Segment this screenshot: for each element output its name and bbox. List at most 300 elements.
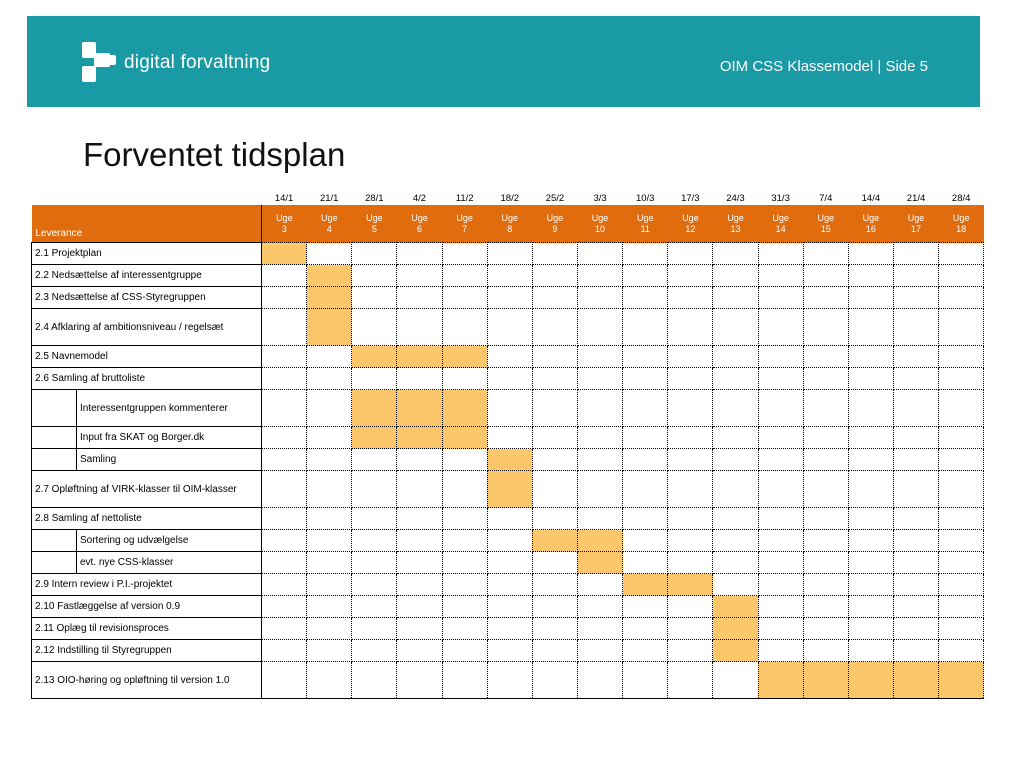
schedule-cell: [803, 243, 848, 265]
task-row: [32, 390, 984, 427]
schedule-cell: [623, 596, 668, 618]
schedule-cell: [668, 596, 713, 618]
week-header: [352, 205, 397, 243]
task-row: [32, 471, 984, 508]
schedule-cell: [442, 368, 487, 390]
schedule-cell: [442, 287, 487, 309]
task-row: [32, 618, 984, 640]
schedule-cell: [758, 508, 803, 530]
week-header: [442, 205, 487, 243]
schedule-cell: [442, 471, 487, 508]
schedule-cell: [893, 449, 938, 471]
schedule-cell: [939, 552, 984, 574]
date-row-spacer: [32, 191, 262, 205]
task-label: 2.8 Samling af nettoliste: [32, 508, 262, 530]
schedule-cell: [803, 508, 848, 530]
schedule-cell: [893, 243, 938, 265]
schedule-cell: [307, 662, 352, 699]
schedule-cell: [262, 471, 307, 508]
schedule-cell: [442, 618, 487, 640]
schedule-cell: [577, 427, 622, 449]
schedule-cell: [803, 552, 848, 574]
schedule-cell: [668, 427, 713, 449]
schedule-cell: [487, 640, 532, 662]
week-header-label: Uge: [320, 212, 338, 223]
week-header-number: 7: [462, 223, 468, 234]
schedule-cell: [623, 346, 668, 368]
task-label: 2.4 Afklaring af ambitionsniveau / regelsæt: [32, 309, 262, 346]
schedule-cell: [397, 574, 442, 596]
schedule-cell: [893, 265, 938, 287]
week-header: [397, 205, 442, 243]
schedule-cell: [442, 640, 487, 662]
slide-info: OIM CSS Klassemodel | Side 5: [719, 58, 928, 75]
schedule-cell: [487, 265, 532, 287]
schedule-bar-cell: [848, 662, 893, 699]
schedule-cell: [307, 346, 352, 368]
schedule-cell: [803, 596, 848, 618]
schedule-cell: [803, 368, 848, 390]
schedule-cell: [758, 265, 803, 287]
week-header: [623, 205, 668, 243]
schedule-cell: [577, 368, 622, 390]
week-header-label: Uge: [772, 212, 789, 223]
schedule-cell: [397, 309, 442, 346]
week-header-label: Uge: [366, 212, 383, 223]
schedule-cell: [623, 449, 668, 471]
schedule-bar-cell: [442, 390, 487, 427]
schedule-cell: [893, 427, 938, 449]
schedule-cell: [623, 618, 668, 640]
schedule-cell: [848, 265, 893, 287]
schedule-cell: [307, 390, 352, 427]
schedule-cell: [893, 471, 938, 508]
schedule-cell: [713, 552, 758, 574]
schedule-cell: [713, 390, 758, 427]
schedule-cell: [713, 265, 758, 287]
task-row: [32, 368, 984, 390]
schedule-cell: [758, 618, 803, 640]
schedule-cell: [939, 309, 984, 346]
schedule-cell: [397, 596, 442, 618]
week-header-label: Uge: [456, 212, 473, 223]
schedule-cell: [668, 530, 713, 552]
schedule-cell: [262, 265, 307, 287]
task-row: [32, 552, 984, 574]
week-header-row: [32, 205, 984, 243]
schedule-cell: [939, 471, 984, 508]
schedule-cell: [668, 346, 713, 368]
week-header: [758, 205, 803, 243]
subtask-label: evt. nye CSS-klasser: [77, 552, 262, 574]
schedule-cell: [713, 368, 758, 390]
date-label: 4/2: [412, 192, 427, 204]
schedule-cell: [848, 390, 893, 427]
schedule-cell: [352, 618, 397, 640]
schedule-cell: [803, 640, 848, 662]
schedule-cell: [307, 243, 352, 265]
schedule-cell: [939, 427, 984, 449]
schedule-cell: [713, 427, 758, 449]
schedule-cell: [442, 574, 487, 596]
schedule-bar-cell: [668, 574, 713, 596]
week-header-label: Uge: [727, 212, 744, 223]
schedule-cell: [758, 427, 803, 449]
schedule-cell: [442, 265, 487, 287]
schedule-cell: [532, 640, 577, 662]
schedule-cell: [713, 449, 758, 471]
week-header: [939, 205, 984, 243]
task-label: 2.12 Indstilling til Styregruppen: [32, 640, 262, 662]
schedule-cell: [397, 265, 442, 287]
schedule-cell: [939, 346, 984, 368]
schedule-cell: [397, 640, 442, 662]
schedule-bar-cell: [487, 471, 532, 508]
schedule-cell: [397, 368, 442, 390]
schedule-cell: [397, 449, 442, 471]
schedule-bar-cell: [442, 427, 487, 449]
schedule-cell: [713, 508, 758, 530]
task-label: 2.1 Projektplan: [32, 243, 262, 265]
schedule-cell: [442, 662, 487, 699]
schedule-cell: [893, 618, 938, 640]
schedule-cell: [803, 265, 848, 287]
schedule-cell: [307, 471, 352, 508]
schedule-cell: [532, 390, 577, 427]
task-indent-cell: [32, 449, 77, 471]
week-header: [577, 205, 622, 243]
schedule-cell: [442, 596, 487, 618]
schedule-table: [31, 191, 984, 699]
schedule-cell: [532, 265, 577, 287]
schedule-cell: [352, 574, 397, 596]
schedule-cell: [397, 508, 442, 530]
schedule-cell: [713, 287, 758, 309]
week-header-number: 11: [640, 223, 650, 234]
schedule-cell: [577, 346, 622, 368]
schedule-cell: [577, 265, 622, 287]
schedule-cell: [939, 640, 984, 662]
schedule-cell: [262, 427, 307, 449]
schedule-cell: [803, 427, 848, 449]
week-header-number: 6: [416, 223, 422, 234]
task-row: [32, 640, 984, 662]
schedule-bar-cell: [893, 662, 938, 699]
schedule-cell: [758, 287, 803, 309]
week-header-label: Uge: [907, 212, 925, 223]
page-title: Forventet tidsplan: [83, 136, 346, 173]
week-header-label: Uge: [636, 212, 654, 223]
schedule-cell: [668, 449, 713, 471]
schedule-cell: [713, 309, 758, 346]
schedule-cell: [532, 508, 577, 530]
schedule-cell: [352, 552, 397, 574]
schedule-cell: [848, 287, 893, 309]
schedule-cell: [893, 640, 938, 662]
week-header-label: Uge: [546, 212, 564, 223]
date-label: 17/3: [681, 192, 700, 204]
schedule-cell: [803, 574, 848, 596]
schedule-cell: [939, 530, 984, 552]
schedule-cell: [352, 309, 397, 346]
week-header-number: 18: [956, 223, 967, 234]
week-header-label: Uge: [411, 212, 428, 223]
schedule-cell: [442, 530, 487, 552]
schedule-cell: [848, 618, 893, 640]
schedule-cell: [803, 346, 848, 368]
schedule-cell: [487, 346, 532, 368]
schedule-cell: [803, 449, 848, 471]
schedule-cell: [262, 309, 307, 346]
week-header-number: 17: [911, 223, 922, 234]
schedule-cell: [668, 662, 713, 699]
week-header-number: 5: [371, 223, 377, 234]
digital-forvaltning-logo-icon: [82, 42, 118, 82]
date-label: 7/4: [819, 192, 833, 204]
date-label: 21/4: [906, 192, 926, 204]
schedule-cell: [397, 662, 442, 699]
task-indent-cell: [32, 427, 77, 449]
schedule-bar-cell: [397, 390, 442, 427]
schedule-cell: [939, 243, 984, 265]
schedule-bar-cell: [939, 662, 984, 699]
schedule-cell: [352, 530, 397, 552]
schedule-cell: [487, 574, 532, 596]
schedule-cell: [262, 287, 307, 309]
schedule-cell: [893, 508, 938, 530]
task-row: [32, 287, 984, 309]
task-row: [32, 243, 984, 265]
schedule-cell: [397, 471, 442, 508]
task-row: [32, 265, 984, 287]
schedule-cell: [487, 427, 532, 449]
schedule-cell: [307, 530, 352, 552]
week-header-number: 9: [552, 223, 558, 234]
schedule-bar-cell: [803, 662, 848, 699]
schedule-cell: [713, 574, 758, 596]
schedule-cell: [487, 508, 532, 530]
week-header: [713, 205, 758, 243]
schedule-cell: [352, 640, 397, 662]
schedule-cell: [668, 471, 713, 508]
schedule-cell: [939, 449, 984, 471]
schedule-cell: [262, 574, 307, 596]
schedule-cell: [668, 265, 713, 287]
schedule-cell: [758, 390, 803, 427]
schedule-cell: [262, 449, 307, 471]
schedule-cell: [352, 243, 397, 265]
schedule-cell: [532, 662, 577, 699]
schedule-cell: [758, 243, 803, 265]
schedule-cell: [939, 287, 984, 309]
schedule-cell: [848, 427, 893, 449]
task-label: 2.11 Oplæg til revisionsproces: [32, 618, 262, 640]
schedule-bar-cell: [352, 346, 397, 368]
schedule-cell: [668, 309, 713, 346]
schedule-cell: [577, 640, 622, 662]
schedule-cell: [577, 287, 622, 309]
schedule-cell: [307, 596, 352, 618]
week-header: [893, 205, 938, 243]
subtask-label: Interessentgruppen kommenterer: [77, 390, 262, 427]
schedule-cell: [487, 309, 532, 346]
schedule-cell: [262, 508, 307, 530]
schedule-cell: [352, 471, 397, 508]
week-header-label: Uge: [591, 212, 609, 223]
schedule-cell: [623, 530, 668, 552]
week-header-number: 13: [730, 223, 741, 234]
schedule-cell: [352, 368, 397, 390]
schedule-cell: [848, 449, 893, 471]
schedule-bar-cell: [307, 265, 352, 287]
schedule-cell: [487, 662, 532, 699]
schedule-cell: [939, 368, 984, 390]
schedule-cell: [487, 368, 532, 390]
schedule-cell: [397, 530, 442, 552]
schedule-cell: [623, 390, 668, 427]
schedule-cell: [848, 243, 893, 265]
task-indent-cell: [32, 552, 77, 574]
schedule-cell: [758, 471, 803, 508]
schedule-cell: [623, 243, 668, 265]
schedule-bar-cell: [713, 618, 758, 640]
task-row: [32, 574, 984, 596]
schedule-cell: [848, 368, 893, 390]
week-header-number: 12: [685, 223, 696, 234]
schedule-cell: [262, 618, 307, 640]
schedule-cell: [307, 508, 352, 530]
schedule-bar-cell: [577, 530, 622, 552]
schedule-cell: [532, 618, 577, 640]
schedule-bar-cell: [487, 449, 532, 471]
task-row: [32, 449, 984, 471]
schedule-cell: [307, 427, 352, 449]
schedule-cell: [442, 243, 487, 265]
schedule-cell: [668, 508, 713, 530]
schedule-cell: [893, 552, 938, 574]
schedule-cell: [532, 449, 577, 471]
schedule-cell: [623, 640, 668, 662]
schedule-cell: [397, 243, 442, 265]
schedule-cell: [668, 618, 713, 640]
schedule-cell: [397, 287, 442, 309]
task-label: 2.10 Fastlæggelse af version 0.9: [32, 596, 262, 618]
task-label: 2.13 OIO-høring og opløftning til version 1.0: [32, 662, 262, 699]
schedule-cell: [307, 574, 352, 596]
week-header-number: 15: [820, 223, 831, 234]
schedule-cell: [803, 309, 848, 346]
schedule-cell: [939, 265, 984, 287]
schedule-cell: [668, 390, 713, 427]
logo-text: digital forvaltning: [124, 52, 271, 73]
week-header-label: Uge: [276, 212, 293, 223]
schedule-cell: [848, 596, 893, 618]
task-indent-cell: [32, 530, 77, 552]
task-row: [32, 596, 984, 618]
schedule-cell: [668, 243, 713, 265]
schedule-bar-cell: [623, 574, 668, 596]
schedule-cell: [668, 552, 713, 574]
schedule-cell: [262, 390, 307, 427]
schedule-cell: [487, 552, 532, 574]
week-header-number: 16: [865, 223, 876, 234]
task-row: [32, 662, 984, 699]
week-header: [262, 205, 307, 243]
schedule-bar-cell: [262, 243, 307, 265]
schedule-cell: [893, 596, 938, 618]
date-label: 14/4: [861, 192, 881, 204]
schedule-cell: [352, 596, 397, 618]
schedule-cell: [577, 309, 622, 346]
schedule-cell: [577, 508, 622, 530]
schedule-cell: [848, 346, 893, 368]
schedule-cell: [848, 530, 893, 552]
schedule-bar-cell: [532, 530, 577, 552]
schedule-cell: [668, 368, 713, 390]
schedule-cell: [848, 309, 893, 346]
schedule-cell: [352, 265, 397, 287]
schedule-cell: [893, 368, 938, 390]
schedule-bar-cell: [397, 346, 442, 368]
schedule-cell: [713, 530, 758, 552]
subtask-label: Samling: [77, 449, 262, 471]
schedule-cell: [803, 471, 848, 508]
schedule-cell: [307, 552, 352, 574]
schedule-cell: [939, 390, 984, 427]
schedule-cell: [577, 449, 622, 471]
schedule-cell: [803, 530, 848, 552]
schedule-cell: [262, 552, 307, 574]
schedule-cell: [758, 552, 803, 574]
schedule-cell: [848, 640, 893, 662]
task-label: 2.2 Nedsættelse af interessentgruppe: [32, 265, 262, 287]
schedule-cell: [623, 309, 668, 346]
schedule-cell: [623, 471, 668, 508]
schedule-cell: [803, 618, 848, 640]
week-header-label: Uge: [862, 212, 880, 223]
schedule-cell: [352, 508, 397, 530]
schedule-cell: [487, 596, 532, 618]
schedule-cell: [532, 574, 577, 596]
schedule-cell: [668, 640, 713, 662]
schedule-cell: [577, 574, 622, 596]
week-header-label: Uge: [817, 212, 835, 223]
schedule-cell: [532, 552, 577, 574]
schedule-cell: [532, 596, 577, 618]
schedule-cell: [352, 662, 397, 699]
schedule-bar-cell: [352, 427, 397, 449]
schedule-cell: [397, 618, 442, 640]
schedule-cell: [262, 596, 307, 618]
date-label: 14/1: [274, 192, 294, 204]
schedule-cell: [352, 287, 397, 309]
subtask-label: Sortering og udvælgelse: [77, 530, 262, 552]
schedule-cell: [623, 427, 668, 449]
week-header: [668, 205, 713, 243]
schedule-bar-cell: [442, 346, 487, 368]
week-header-label: Uge: [952, 212, 970, 223]
week-header-number: 3: [281, 223, 287, 234]
schedule-cell: [307, 449, 352, 471]
schedule-cell: [442, 449, 487, 471]
date-label: 28/4: [951, 192, 971, 204]
schedule-cell: [623, 287, 668, 309]
schedule-cell: [577, 471, 622, 508]
subtask-label: Input fra SKAT og Borger.dk: [77, 427, 262, 449]
schedule-bar-cell: [307, 287, 352, 309]
schedule-cell: [442, 552, 487, 574]
schedule-cell: [848, 552, 893, 574]
